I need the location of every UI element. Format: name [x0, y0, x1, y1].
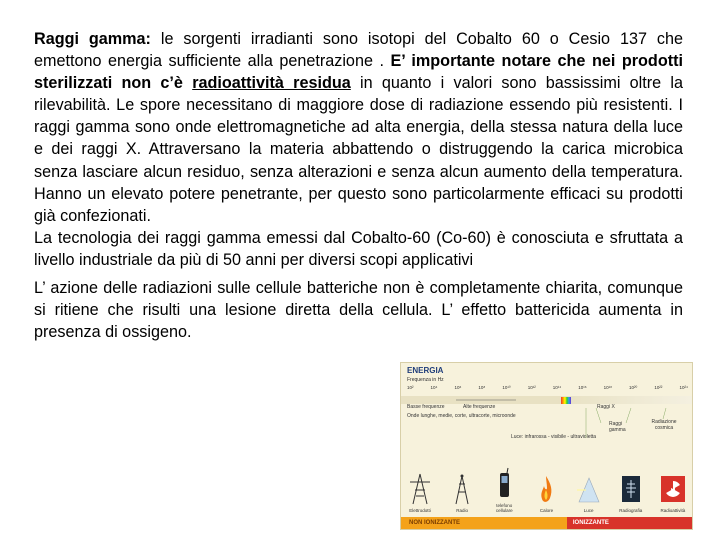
band-gamma-label: Raggi gamma	[609, 421, 626, 433]
gamma-text-a: le sorgenti irradianti sono isotopi del Cobalto 60 o Cesio 137 che emettono energia sufficiente alla penetrazione .	[34, 30, 683, 71]
gamma-bold-note: E’ importante notare che nei prodotti sterilizzati non c’è	[34, 52, 683, 93]
band-waves-label: Onde lunghe, medie, corte, ultracorte, microonde	[407, 413, 516, 419]
icon-label: telefono cellulare	[495, 503, 513, 513]
icon-cell-radio	[447, 472, 477, 513]
gamma-bold-underline: radioattività residua	[192, 74, 351, 93]
frequency-tick: 10⁸	[478, 385, 486, 390]
band-high-label: Alte frequenze	[463, 404, 496, 410]
main-text	[34, 28, 683, 343]
gamma-text-c: in quanto i valori sono bassissimi oltre la rilevabilità. Le spore necessitano di maggiore dose di radiazione essendo più resistenti. I raggi gamma sono onde elettromagnetiche ad alta energia, della stessa natura della luce e dei raggi X. Attraversano la materia abbattendo o distruggendo la carica microbica senza lasciare alcun residuo, senza alterazioni e senza alcun aumento della temperatura. Hanno un elevato potere penetrante, per questo sono particolarmente efficaci su prodotti già confezionati.	[34, 74, 683, 225]
flame-icon	[535, 472, 557, 506]
radio-tower-icon	[451, 472, 473, 506]
icon-label: Radioattività	[660, 508, 686, 513]
prism-icon	[577, 472, 601, 506]
pylon-icon	[409, 472, 431, 506]
paragraph-action: L’ azione delle radiazioni sulle cellule batteriche non è completamente chiarita, comunque si ritiene che risulti una lesione diretta della cellula. L’ effetto battericida aumenta in presenza di ossigeno.	[34, 279, 683, 342]
frequency-tick: 10²	[407, 385, 414, 390]
icon-cell-phone	[489, 467, 519, 513]
band-x-label: Raggi X	[597, 404, 615, 410]
ionization-footer	[401, 517, 692, 529]
icon-cell-elettrodotti	[405, 472, 435, 513]
icon-row	[405, 463, 688, 513]
frequency-tick: 10²⁴	[679, 385, 688, 390]
phone-icon	[493, 467, 515, 501]
frequency-tick: 10¹⁸	[603, 385, 613, 390]
icon-cell-calore	[531, 472, 561, 513]
xray-icon	[620, 472, 642, 506]
icon-label: Radio	[456, 508, 469, 513]
figure-title: ENERGIA	[407, 366, 444, 375]
icon-label: Luce	[583, 508, 594, 513]
frequency-tick: 10⁶	[454, 385, 462, 390]
frequency-tick: 10²⁰	[629, 385, 638, 390]
frequency-tick: 10¹²	[527, 385, 536, 390]
band-cosmic-label: Radiazione cosmica	[651, 419, 677, 431]
frequency-tick: 10¹⁴	[552, 385, 562, 390]
gamma-text-d: La tecnologia dei raggi gamma emessi dal Cobalto-60 (Co-60) è conosciuta e sfruttata a livello industriale da più di 50 anni per diversi scopi applicativi	[34, 228, 683, 269]
band-light-label: Luce: infrarossa - visibile - ultravioletta	[511, 434, 597, 440]
frequency-tick: 10¹⁰	[502, 385, 511, 390]
radiation-icon	[660, 472, 686, 506]
ionizing-label: IONIZZANTE	[567, 517, 692, 529]
icon-label: Radiografia	[619, 508, 643, 513]
frequency-tick: 10²²	[654, 385, 663, 390]
band-low-label: Basse frequenze	[407, 404, 445, 410]
frequency-label: Frequenza in Hz	[407, 377, 444, 383]
icon-label: Elettrodotti	[409, 508, 431, 513]
frequency-tick: 10¹⁶	[578, 385, 587, 390]
paragraph-gamma	[34, 28, 683, 271]
spectrum-figure	[400, 362, 693, 530]
icon-cell-luce	[574, 472, 604, 513]
non-ionizing-label: NON IONIZZANTE	[401, 517, 567, 529]
icon-label: Calore	[539, 508, 554, 513]
gamma-heading: Raggi gamma:	[34, 30, 151, 48]
icon-cell-radiografia	[616, 472, 646, 513]
frequency-tick: 10⁴	[430, 385, 438, 390]
icon-cell-radioattivita	[658, 472, 688, 513]
